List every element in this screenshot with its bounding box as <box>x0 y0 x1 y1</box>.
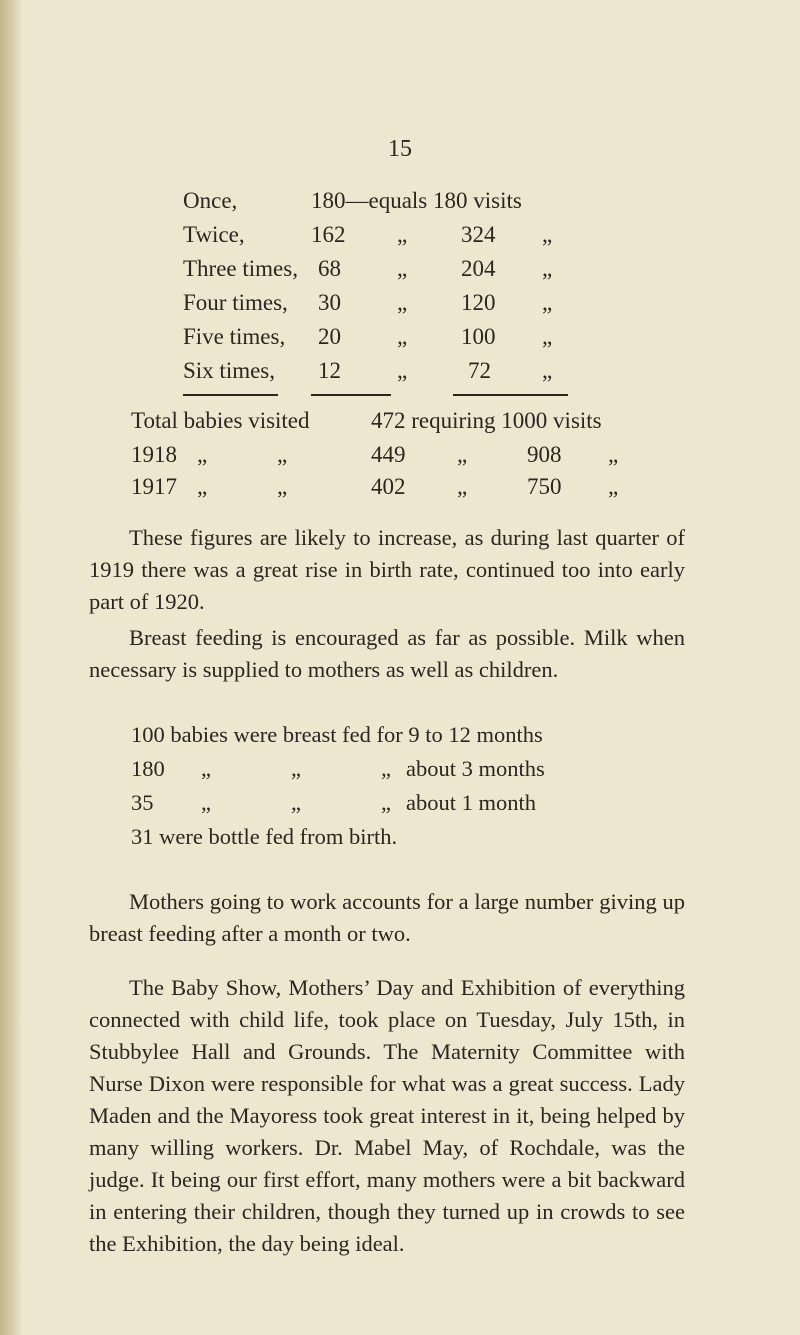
ditto-mark: „ <box>542 222 553 247</box>
year-count: 402 <box>371 474 406 499</box>
paragraph-breast-feeding: Breast feeding is encouraged as far as possible. Milk when necessary is supplied to mothers as well as children. <box>89 625 685 682</box>
paragraph-birth-rate: These figures are likely to increase, as during last quarter of 1919 there was a great rise in birth rate, continued too into early part of 1920. <box>89 525 685 614</box>
totals-label: Total babies visited <box>131 408 310 433</box>
row-label: Five times, <box>183 324 286 349</box>
row-visits: 100 <box>461 324 496 349</box>
page-number: 15 <box>388 136 412 162</box>
ditto-mark: „ <box>291 790 301 815</box>
ditto-mark: „ <box>397 222 408 247</box>
row-visits: 324 <box>461 222 496 247</box>
list-item: 100 babies were breast fed for 9 to 12 months <box>131 722 543 747</box>
row-label: Once, <box>183 188 238 213</box>
row-count: 180—equals 180 visits <box>311 188 522 213</box>
ditto-mark: „ <box>542 324 553 349</box>
underline-rule <box>453 394 568 396</box>
ditto-mark: „ <box>201 790 211 815</box>
list-item: 31 were bottle fed from birth. <box>131 824 398 849</box>
ditto-mark: „ <box>542 256 553 281</box>
row-label: Six times, <box>183 358 276 383</box>
row-label: Four times, <box>183 290 288 315</box>
ditto-mark: „ <box>197 442 208 467</box>
ditto-mark: „ <box>608 474 619 499</box>
ditto-mark: „ <box>277 474 288 499</box>
ditto-mark: „ <box>291 756 301 781</box>
year-count: 449 <box>371 442 406 467</box>
paragraph-baby-show: The Baby Show, Mothers’ Day and Exhibition of everything connected with child life, took place on Tuesday, July 15th, in Stubbylee Hall and Grounds. The Maternity Committee with Nurse Dixon were responsible for what was a great success. Lady Maden and the Mayoress took great interest in it, being helped by many willing workers. Dr. Mabel May, of Rochdale, was the judge. It being our first effort, many mothers were a bit backward in entering their children, though they turned up in crowds to see the Exhibition, the day being ideal. <box>89 975 685 1256</box>
ditto-mark: „ <box>397 358 408 383</box>
ditto-mark: „ <box>397 290 408 315</box>
row-count: 30 <box>318 290 341 315</box>
ditto-mark: „ <box>381 790 391 815</box>
ditto-mark: „ <box>381 756 391 781</box>
ditto-mark: „ <box>608 442 619 467</box>
ditto-mark: „ <box>201 756 211 781</box>
row-count: 68 <box>318 256 341 281</box>
row-count: 20 <box>318 324 341 349</box>
ditto-mark: „ <box>397 256 408 281</box>
row-visits: 120 <box>461 290 496 315</box>
underline-rule <box>183 394 278 396</box>
paragraph-mothers-work: Mothers going to work accounts for a large number giving up breast feeding after a month or two. <box>89 889 685 946</box>
list-text: about 3 months <box>406 756 545 781</box>
row-label: Three times, <box>183 256 298 281</box>
list-count: 180 <box>131 756 165 781</box>
row-label: Twice, <box>183 222 245 247</box>
ditto-mark: „ <box>457 442 468 467</box>
year: 1917 <box>131 474 177 499</box>
list-text: about 1 month <box>406 790 536 815</box>
row-count: 12 <box>318 358 341 383</box>
underline-rule <box>311 394 391 396</box>
ditto-mark: „ <box>542 358 553 383</box>
ditto-mark: „ <box>457 474 468 499</box>
row-visits: 72 <box>468 358 491 383</box>
ditto-mark: „ <box>277 442 288 467</box>
row-count: 162 <box>311 222 346 247</box>
ditto-mark: „ <box>397 324 408 349</box>
year-visits: 908 <box>527 442 562 467</box>
row-visits: 204 <box>461 256 496 281</box>
year: 1918 <box>131 442 177 467</box>
page-spine-shadow <box>0 0 22 1335</box>
list-count: 35 <box>131 790 154 815</box>
ditto-mark: „ <box>197 474 208 499</box>
totals-count: 472 requiring 1000 visits <box>371 408 602 433</box>
year-visits: 750 <box>527 474 562 499</box>
ditto-mark: „ <box>542 290 553 315</box>
